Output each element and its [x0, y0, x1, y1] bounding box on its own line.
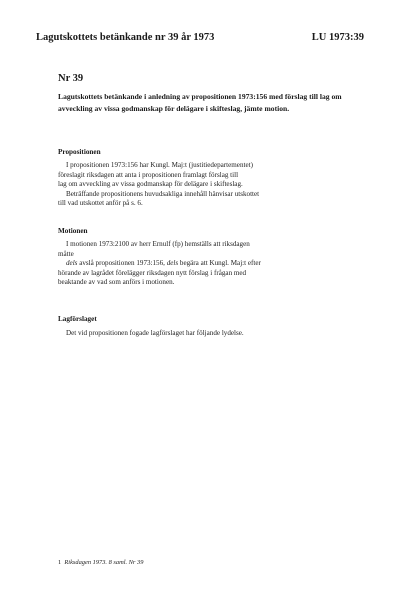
report-number: Nr 39 [58, 73, 84, 84]
motionen-line-1: I motionen 1973:2100 av herr Ernulf (fp) hemställs att riksdagen [66, 240, 250, 248]
lagforslaget-line-1: Det vid propositionen fogade lagförslaget har följande lydelse. [66, 329, 244, 337]
motionen-line-2: måtte [58, 249, 74, 258]
dels-first: dels [66, 259, 78, 268]
page-footer [58, 559, 143, 566]
lagforslaget-body [58, 329, 368, 339]
propositionen-line-1: I propositionen 1973:156 har Kungl. Maj:t (justitiedepartementet) [66, 161, 253, 169]
dels-second: dels [166, 259, 179, 268]
heading-propositionen: Propositionen [58, 148, 101, 156]
propositionen-line-2: föreslagit riksdagen att anta i propositionen framlagt förslag till [58, 170, 239, 179]
footer-text: Riksdagen 1973. 8 saml. Nr 39 [64, 559, 144, 566]
motionen-body [58, 240, 368, 288]
motionen-line-3 [58, 259, 368, 269]
propositionen-body [58, 161, 368, 209]
running-head-code: LU 1973:39 [311, 32, 364, 43]
motionen-line-5: beaktande av vad som anförs i motionen. [58, 278, 175, 287]
footer-number: 1 [58, 559, 62, 566]
motionen-line-3-a: avslå propositionen 1973:156, [77, 259, 167, 268]
running-head-title: Lagutskottets betänkande nr 39 år 1973 [36, 32, 215, 43]
motionen-line-3-b: begära att Kungl. Maj:t efter [178, 259, 261, 268]
motionen-line-4: hörande av lagrådet förelägger riksdagen nytt förslag i frågan med [58, 268, 247, 277]
propositionen-line-3: lag om avveckling av vissa godmanskap för delägare i skifteslag. [58, 180, 243, 189]
propositionen-line-4: Beträffande propositionens huvudsakliga innehåll hänvisar utskottet [66, 189, 260, 198]
report-title: Lagutskottets betänkande i anledning av propositionen 1973:156 med förslag till lag om avveckling av vissa godmanskap för delägare i skifteslag, jämte motion. [58, 92, 342, 113]
heading-motionen: Motionen [58, 227, 88, 235]
heading-lagforslaget: Lagförslaget [58, 315, 97, 323]
propositionen-line-5: till vad utskottet anför på s. 6. [58, 199, 143, 208]
